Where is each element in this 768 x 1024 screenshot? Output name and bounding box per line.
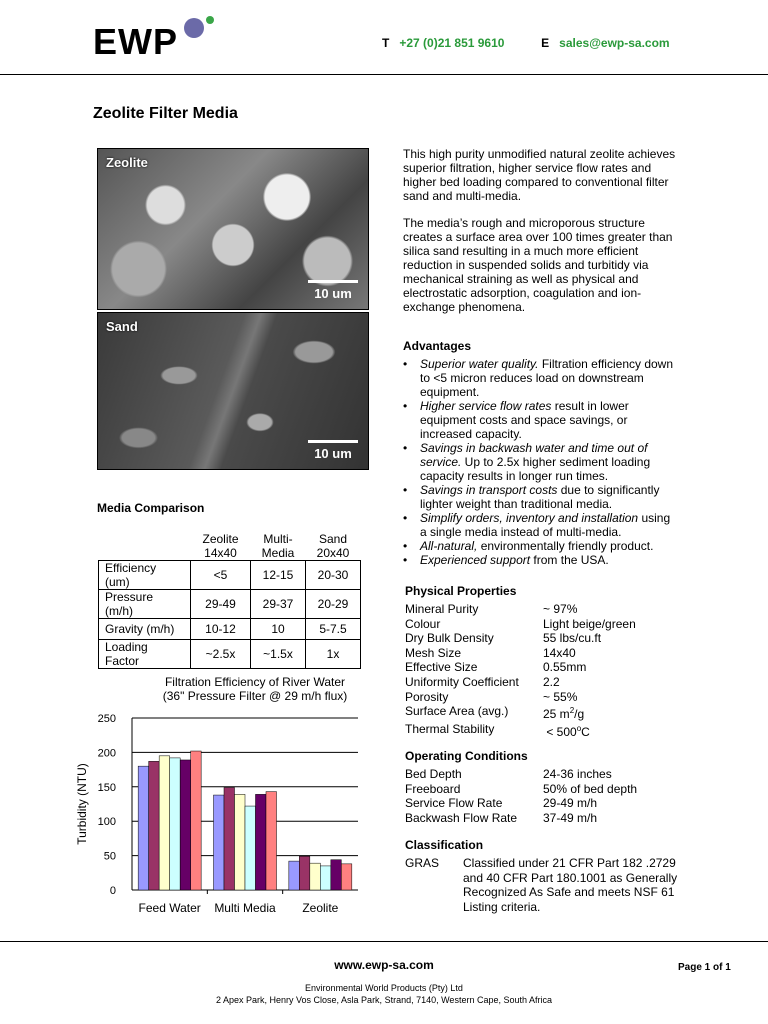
- classification-section: [405, 838, 678, 914]
- logo: EWP: [93, 21, 179, 62]
- list-item: • Savings in backwash water and time out of service. Up to 2.5x higher sediment loading capacity results in longer run times.: [403, 441, 678, 483]
- footer-company: Environmental World Products (Pty) Ltd 2 Apex Park, Henry Vos Close, Asla Park, Strand, 7140, Western Cape, South Africa: [215, 983, 552, 1005]
- zeolite-micrograph: [97, 148, 369, 310]
- page-number: Page 1 of 1: [678, 962, 731, 973]
- table-row: Surface Area (avg.) 25 $m^2/g$: [405, 704, 585, 722]
- chart-bar: [310, 863, 321, 890]
- intro-paragraph-1: This high purity unmodified natural zeolite achieves superior filtration, higher service flow rates and higher bed loading compared to conventional filter sand and multi-media.: [403, 147, 676, 203]
- filtration-chart: [70, 672, 370, 922]
- y-tick-label: 200: [97, 747, 116, 760]
- list-item: • Higher service flow rates result in lower equipment costs and space savings, or increased capacity.: [403, 399, 678, 441]
- zeolite-scale-bar: 10 um: [308, 280, 358, 301]
- chart-bar: [159, 756, 170, 890]
- x-tick-label: Feed Water: [138, 901, 201, 915]
- operating-conditions-heading: Operating Conditions: [405, 749, 528, 763]
- logo-dots-icon: [180, 14, 220, 44]
- y-tick-label: 150: [97, 781, 116, 794]
- chart-bar: [256, 794, 267, 890]
- chart-bar: [235, 794, 246, 890]
- sand-image-label: Sand: [106, 319, 138, 334]
- table-row: Effective Size 0.55mm: [405, 660, 587, 675]
- table-row: Freeboard 50% of bed depth: [405, 781, 638, 796]
- chart-bar: [320, 866, 331, 890]
- media-comparison-table: [98, 527, 361, 669]
- list-item: • Simplify orders, inventory and installation using a single media instead of multi-media.: [403, 511, 678, 539]
- physical-properties-heading: Physical Properties: [405, 584, 517, 598]
- chart-title: Filtration Efficiency of River Water: [164, 675, 346, 689]
- table-row: Uniformity Coefficient 2.2: [405, 674, 560, 689]
- table-row: Mesh Size 14x40: [405, 645, 576, 660]
- table-row: Mineral Purity ~ 97%: [405, 602, 578, 616]
- chart-bar: [149, 761, 160, 890]
- sand-micrograph: [97, 312, 369, 470]
- table-row: Bed Depth 24-36 inches: [405, 767, 612, 781]
- table-row: Service Flow Rate 29-49 m/h: [405, 796, 598, 811]
- table-row: Gravity (m/h) 10-12 10 5-7.5: [99, 619, 361, 640]
- table-header-row: [99, 527, 361, 561]
- table-row: Backwash Flow Rate 37-49 m/h: [405, 810, 598, 825]
- y-axis-label: Turbidity (NTU): [75, 763, 89, 845]
- list-item: • Experienced support from the USA.: [403, 553, 678, 567]
- media-comparison-title: Media Comparison: [97, 501, 205, 515]
- chart-bar: [191, 751, 202, 890]
- table-row: Loading Factor ~2.5x ~1.5x 1x: [99, 640, 361, 669]
- chart-bar: [224, 787, 235, 890]
- physical-properties-table: [405, 602, 636, 739]
- chart-bar: [331, 860, 342, 890]
- footer-website-link[interactable]: www.ewp-sa.com: [334, 958, 434, 972]
- intro-paragraph-2: The media’s rough and microporous structure creates a surface area over 100 times greater than silica sand resulting in a much more efficient reduction in suspended solids and turbitidy via mechanical straining as well as physical and electrostatic adsorption, coagulation and ion-exchange phenomena.: [403, 216, 673, 314]
- list-item: • Savings in transport costs due to significantly lighter weight than traditional media.: [403, 483, 678, 511]
- x-tick-label: Multi Media: [214, 901, 276, 915]
- page-title: Zeolite Filter Media: [93, 105, 238, 122]
- list-item: • All-natural, environmentally friendly product.: [403, 539, 678, 553]
- advantages-section: [403, 339, 678, 567]
- zeolite-image-label: Zeolite: [106, 155, 148, 170]
- chart-bar: [170, 758, 181, 890]
- advantages-list: [403, 357, 678, 567]
- chart-bar: [341, 864, 352, 890]
- list-item: • Superior water quality. Filtration efficiency down to <5 micron reduces load on downstream equipment.: [403, 357, 678, 399]
- x-tick-label: Zeolite: [302, 901, 339, 915]
- classification-heading: Classification: [405, 838, 484, 852]
- classification-text: Classified under 21 CFR Part 182 .2729 and 40 CFR Part 180.1001 as Generally Recognized As Safe and meets NSF 61 Listing criteria.: [463, 856, 678, 914]
- sand-scale-bar: 10 um: [308, 440, 358, 461]
- table-row: Colour Light beige/green: [405, 616, 636, 631]
- operating-conditions-table: [405, 767, 637, 825]
- chart-subtitle: (36" Pressure Filter @ 29 m/h flux): [162, 689, 348, 703]
- footer-divider: [0, 941, 768, 942]
- chart-bar: [289, 861, 300, 890]
- y-tick-label: 50: [103, 850, 116, 863]
- chart-bar: [266, 792, 277, 890]
- table-row: Porosity ~ 55%: [405, 689, 578, 704]
- operating-conditions-section: [405, 749, 637, 825]
- classification-key: GRAS: [405, 856, 440, 870]
- chart-bar: [299, 856, 310, 890]
- physical-properties-section: [405, 584, 636, 739]
- header-divider: [0, 74, 768, 75]
- column-header: Sand 20x40: [316, 532, 350, 560]
- chart-bar: [138, 766, 149, 890]
- y-tick-label: 0: [109, 885, 116, 897]
- y-tick-label: 250: [97, 713, 116, 725]
- contact-info: T +27 (0)21 851 9610 E sales@ewp-sa.com: [382, 36, 670, 50]
- table-row: Efficiency (um) <5 12-15 20-30: [99, 561, 361, 590]
- chart-bar: [245, 806, 256, 890]
- column-header: Zeolite 14x40: [202, 532, 239, 560]
- chart-bar: [180, 760, 191, 890]
- email-link[interactable]: sales@ewp-sa.com: [559, 36, 670, 50]
- table-row: Pressure (m/h) 29-49 29-37 20-29: [99, 590, 361, 619]
- column-header: Multi- Media: [261, 532, 295, 560]
- y-tick-label: 100: [97, 816, 116, 829]
- table-row: Dry Bulk Density 55 lbs/cu.ft: [405, 631, 602, 646]
- phone-number[interactable]: +27 (0)21 851 9610: [399, 36, 505, 50]
- advantages-heading: Advantages: [403, 339, 472, 353]
- chart-bar: [214, 795, 225, 890]
- table-row: Thermal Stability < $500^oC$: [405, 721, 590, 739]
